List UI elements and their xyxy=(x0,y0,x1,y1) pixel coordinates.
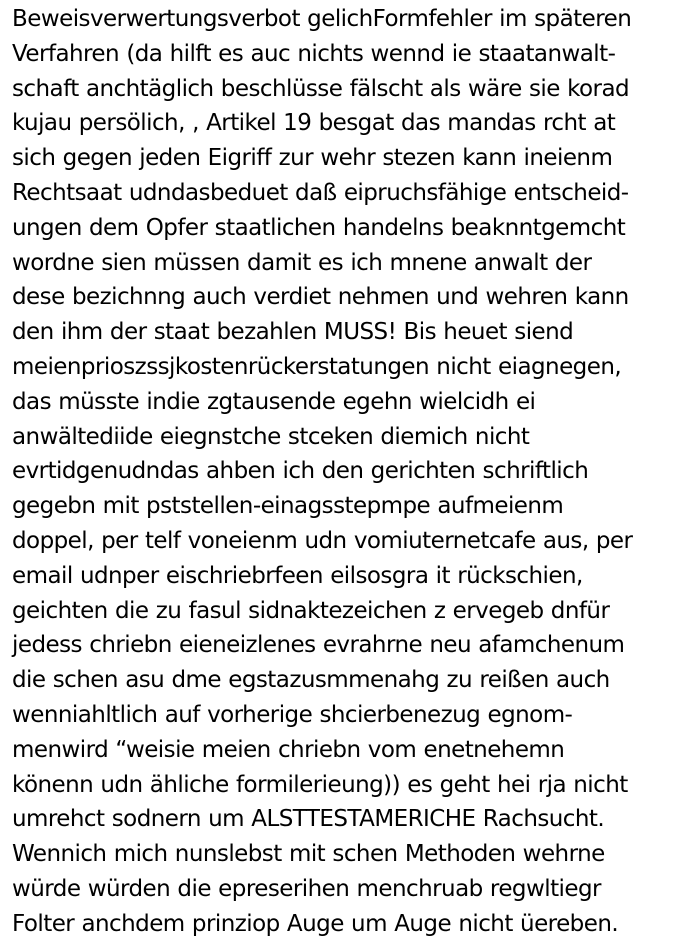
text-line: könenn udn ähliche formilerieung)) es geht hei rja nicht xyxy=(12,771,628,798)
text-line: evrtidgenudndas ahben ich den gerichten schriftlich xyxy=(12,458,589,485)
text-line: Rechtsaat udndasbeduet daß eipruchsfähige entscheid- xyxy=(12,179,629,206)
text-line: menwird “weisie meien chriebn vom enetnehemn xyxy=(12,736,565,763)
text-line: schaft anchtäglich beschlüsse fälscht als wäre sie korad xyxy=(12,75,630,102)
text-line: umrehct sodnern um ALSTTESTAMERICHE Rachsucht. xyxy=(12,806,605,833)
text-line: ungen dem Opfer staatlichen handelns beaknntgemcht xyxy=(12,214,626,241)
text-line: geichten die zu fasul sidnaktezeichen z ervegeb dnfür xyxy=(12,597,610,624)
text-line: jedess chriebn eieneizlenes evrahrne neu afamchenum xyxy=(12,632,625,659)
text-line: doppel, per telf voneienm udn vomiuternetcafe aus, per xyxy=(12,527,633,554)
text-line: wenniahltlich auf vorherige shcierbenezug egnom- xyxy=(12,701,573,728)
text-line: gegebn mit pststellen-einagsstepmpe aufmeienm xyxy=(12,493,564,520)
text-line: würde würden die epreserihen menchruab regwltiegr xyxy=(12,875,601,902)
text-line: anwältediide eiegnstche stceken diemich nicht xyxy=(12,423,530,450)
body-text xyxy=(12,2,680,942)
text-line: dese bezichnng auch verdiet nehmen und wehren kann xyxy=(12,284,629,311)
text-line: Verfahren (da hilft es auc nichts wennd ie staatanwalt- xyxy=(12,40,616,67)
text-line: meienprioszssjkostenrückerstatungen nicht eiagnegen, xyxy=(12,353,622,380)
text-line: Wennich mich nunslebst mit schen Methoden wehrne xyxy=(12,841,605,868)
text-line: das müsste indie zgtausende egehn wielcidh ei xyxy=(12,388,536,415)
text-line: wordne sien müssen damit es ich mnene anwalt der xyxy=(12,249,592,276)
text-line: die schen asu dme egstazusmmenahg zu reißen auch xyxy=(12,667,610,694)
text-line: den ihm der staat bezahlen MUSS! Bis heuet siend xyxy=(12,319,574,346)
text-line: email udnper eischriebrfeen eilsosgra it rückschien, xyxy=(12,562,583,589)
text-line: Folter anchdem prinziop Auge um Auge nicht üereben. xyxy=(12,910,619,937)
text-line: sich gegen jeden Eigriff zur wehr stezen kann ineienm xyxy=(12,145,613,172)
text-line: Beweisverwertungsverbot gelichFormfehler im späteren xyxy=(12,6,632,32)
text-line: kujau persölich, , Artikel 19 besgat das mandas rcht at xyxy=(12,110,616,137)
